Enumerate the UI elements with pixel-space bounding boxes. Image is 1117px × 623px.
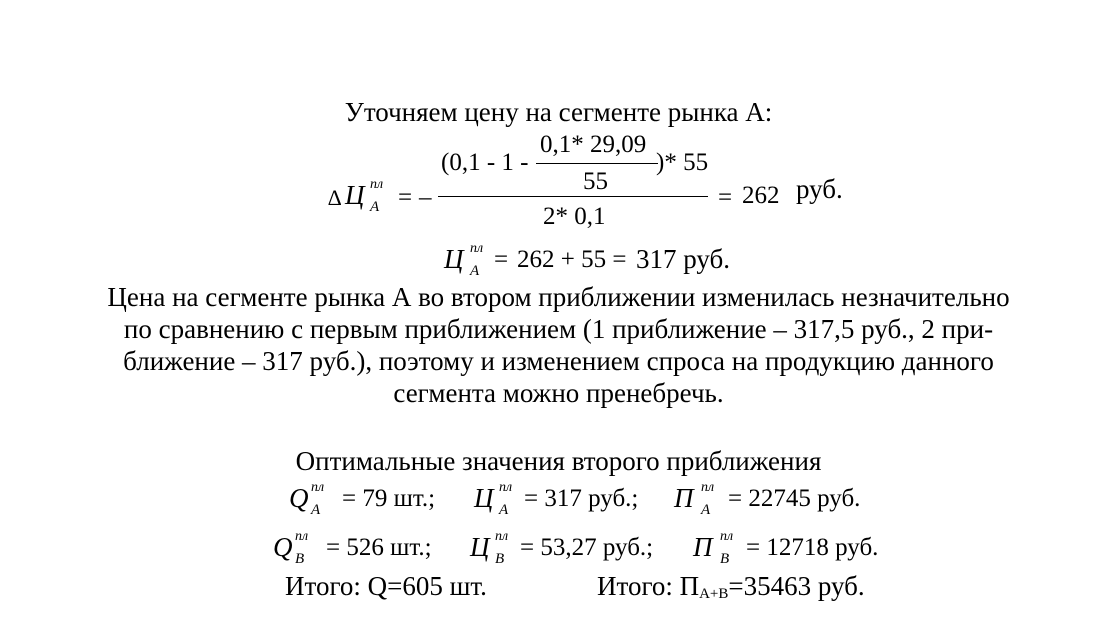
profit-symbol: П [693,532,713,562]
price-symbol: Ц [470,532,490,562]
superscript-pl: пл [470,241,484,256]
quantity-symbol: Q [273,532,293,562]
paragraph-line-1: Цена на сегменте рынка А во втором приближении изменилась незначительно [107,282,1010,312]
main-fraction-line [438,196,708,197]
total-profit [597,571,865,609]
quantity-value: = 79 шт.; [342,485,436,512]
equals-sign-2: = [718,184,733,211]
superscript-pl: пл [720,529,734,544]
total-quantity: Итого: Q=605 шт. [285,571,487,601]
price-value: = 53,27 руб.; [520,534,654,561]
quantity-value: = 526 шт.; [326,534,432,561]
price-value: = 317 руб.; [524,485,639,512]
total-profit-value: =35463 руб. [728,571,865,601]
result-unit: руб. [796,174,843,204]
superscript-pl: пл [295,529,309,544]
subscript-b: B [295,551,305,567]
superscript-pl: пл [499,480,513,495]
equals-sign: = [494,246,509,273]
superscript-pl: пл [495,529,509,544]
profit-symbol: П [674,483,694,513]
total-profit-prefix: Итого: П [597,571,700,601]
inner-denominator: 55 [583,168,608,195]
minus-sign: – [419,184,432,211]
subscript-a: A [470,263,480,279]
price-expression: 262 + 55 = [517,246,627,273]
superscript-pl: пл [311,480,325,495]
delta-symbol: ∆ [328,185,342,210]
price-symbol: Ц [444,244,464,274]
numerator-right: )* 55 [656,149,709,176]
paragraph-line-2: по сравнению с первым приближением (1 приближение – 317,5 руб., 2 при- [123,314,994,344]
paragraph-line-3: ближение – 317 руб.), поэтому и изменением спроса на продукцию данного [123,346,994,376]
price-symbol: Ц [345,180,365,210]
inner-fraction-line [536,163,658,164]
total-profit-subscript: А+В [699,586,729,602]
price-result: 317 руб. [636,244,731,274]
heading-refine-price: Уточняем цену на сегменте рынка А: [344,97,773,127]
profit-value: = 12718 руб. [746,534,879,561]
result-value: 262 [742,182,780,209]
price-symbol: Ц [474,483,494,513]
denominator: 2* 0,1 [543,203,606,230]
subscript-a: A [370,199,380,215]
superscript-pl: пл [701,480,715,495]
inner-numerator: 0,1* 29,09 [540,131,647,158]
subscript-a: A [701,502,711,518]
quantity-symbol: Q [289,483,309,513]
equals-sign: = [398,184,413,211]
subscript-b: B [495,551,505,567]
paragraph-line-4: сегмента можно пренебречь. [393,378,724,408]
superscript-pl: пл [370,177,384,192]
numerator-left: (0,1 - 1 - [441,149,529,176]
heading-optimal-values: Оптимальные значения второго приближения [295,446,822,476]
profit-value: = 22745 руб. [728,485,861,512]
subscript-a: A [311,502,321,518]
subscript-b: B [720,551,730,567]
subscript-a: A [499,502,509,518]
